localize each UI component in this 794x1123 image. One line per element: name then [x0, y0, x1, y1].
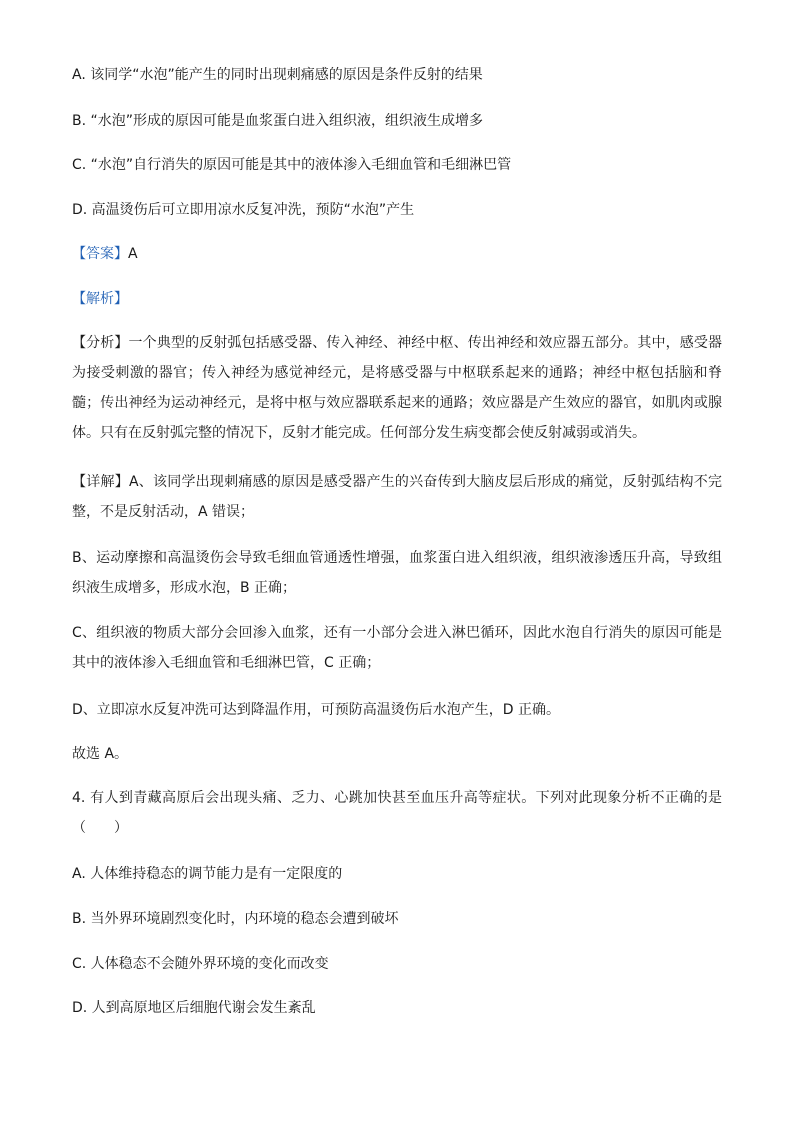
- fenxi-label: 【分析】: [72, 335, 129, 351]
- analysis-label: 【解析】: [72, 291, 128, 307]
- answer-value: A: [128, 246, 138, 262]
- q3-option-c: C. “水泡”自行消失的原因可能是其中的液体渗入毛细血管和毛细淋巴管: [72, 157, 512, 173]
- xiangjie-paragraph-b: B、运动摩擦和高温烫伤会导致毛细血管通透性增强，血浆蛋白进入组织液，组织液渗透压升高，导致组织液生成增多，形成水泡，B 正确；: [72, 550, 722, 596]
- xiangjie-a-text: A、该同学出现刺痛感的原因是感受器产生的兴奋传到大脑皮层后形成的痛觉，反射弧结构不完整，不是反射活动，A 错误；: [72, 474, 723, 520]
- xiangjie-paragraph-a: [72, 467, 722, 527]
- fenxi-text: 一个典型的反射弧包括感受器、传入神经、神经中枢、传出神经和效应器五部分。其中，感受器为接受刺激的器官；传入神经为感觉神经元，是将感受器与中枢联系起来的通路；神经中枢包括脑和脊髓；传出神经为运动神经元，是将中枢与效应器联系起来的通路；效应器是产生效应的器官，如肌肉或腺体。只有在反射弧完整的情况下，反射才能完成。任何部分发生病变都会使反射减弱或消失。: [72, 335, 723, 441]
- q4-option-c: C. 人体稳态不会随外界环境的变化而改变: [72, 956, 329, 972]
- q4-option-d: D. 人到高原地区后细胞代谢会发生紊乱: [72, 1000, 316, 1016]
- xiangjie-paragraph-d: D、立即凉水反复冲洗可达到降温作用，可预防高温烫伤后水泡产生，D 正确。: [72, 702, 561, 718]
- q3-option-b: B. “水泡”形成的原因可能是血浆蛋白进入组织液，组织液生成增多: [72, 113, 484, 129]
- q4-stem: 4. 有人到青藏高原后会出现头痛、乏力、心跳加快甚至血压升高等症状。下列对此现象分析不正确的是（ ）: [72, 790, 722, 836]
- conclusion: 故选 A。: [72, 746, 129, 762]
- answer-line: [72, 244, 138, 264]
- analysis-line: [72, 289, 128, 309]
- answer-label: 【答案】: [72, 246, 128, 262]
- q3-option-a: A. 该同学“水泡”能产生的同时出现刺痛感的原因是条件反射的结果: [72, 67, 483, 83]
- q3-option-d: D. 高温烫伤后可立即用凉水反复冲洗，预防“水泡”产生: [72, 202, 415, 218]
- fenxi-paragraph: [72, 328, 722, 448]
- q4-option-a: A. 人体维持稳态的调节能力是有一定限度的: [72, 866, 343, 882]
- xiangjie-label: 【详解】: [72, 474, 129, 490]
- q4-option-b: B. 当外界环境剧烈变化时，内环境的稳态会遭到破坏: [72, 911, 399, 927]
- xiangjie-paragraph-c: C、组织液的物质大部分会回渗入血浆，还有一小部分会进入淋巴循环，因此水泡自行消失的原因可能是其中的液体渗入毛细血管和毛细淋巴管，C 正确；: [72, 625, 722, 671]
